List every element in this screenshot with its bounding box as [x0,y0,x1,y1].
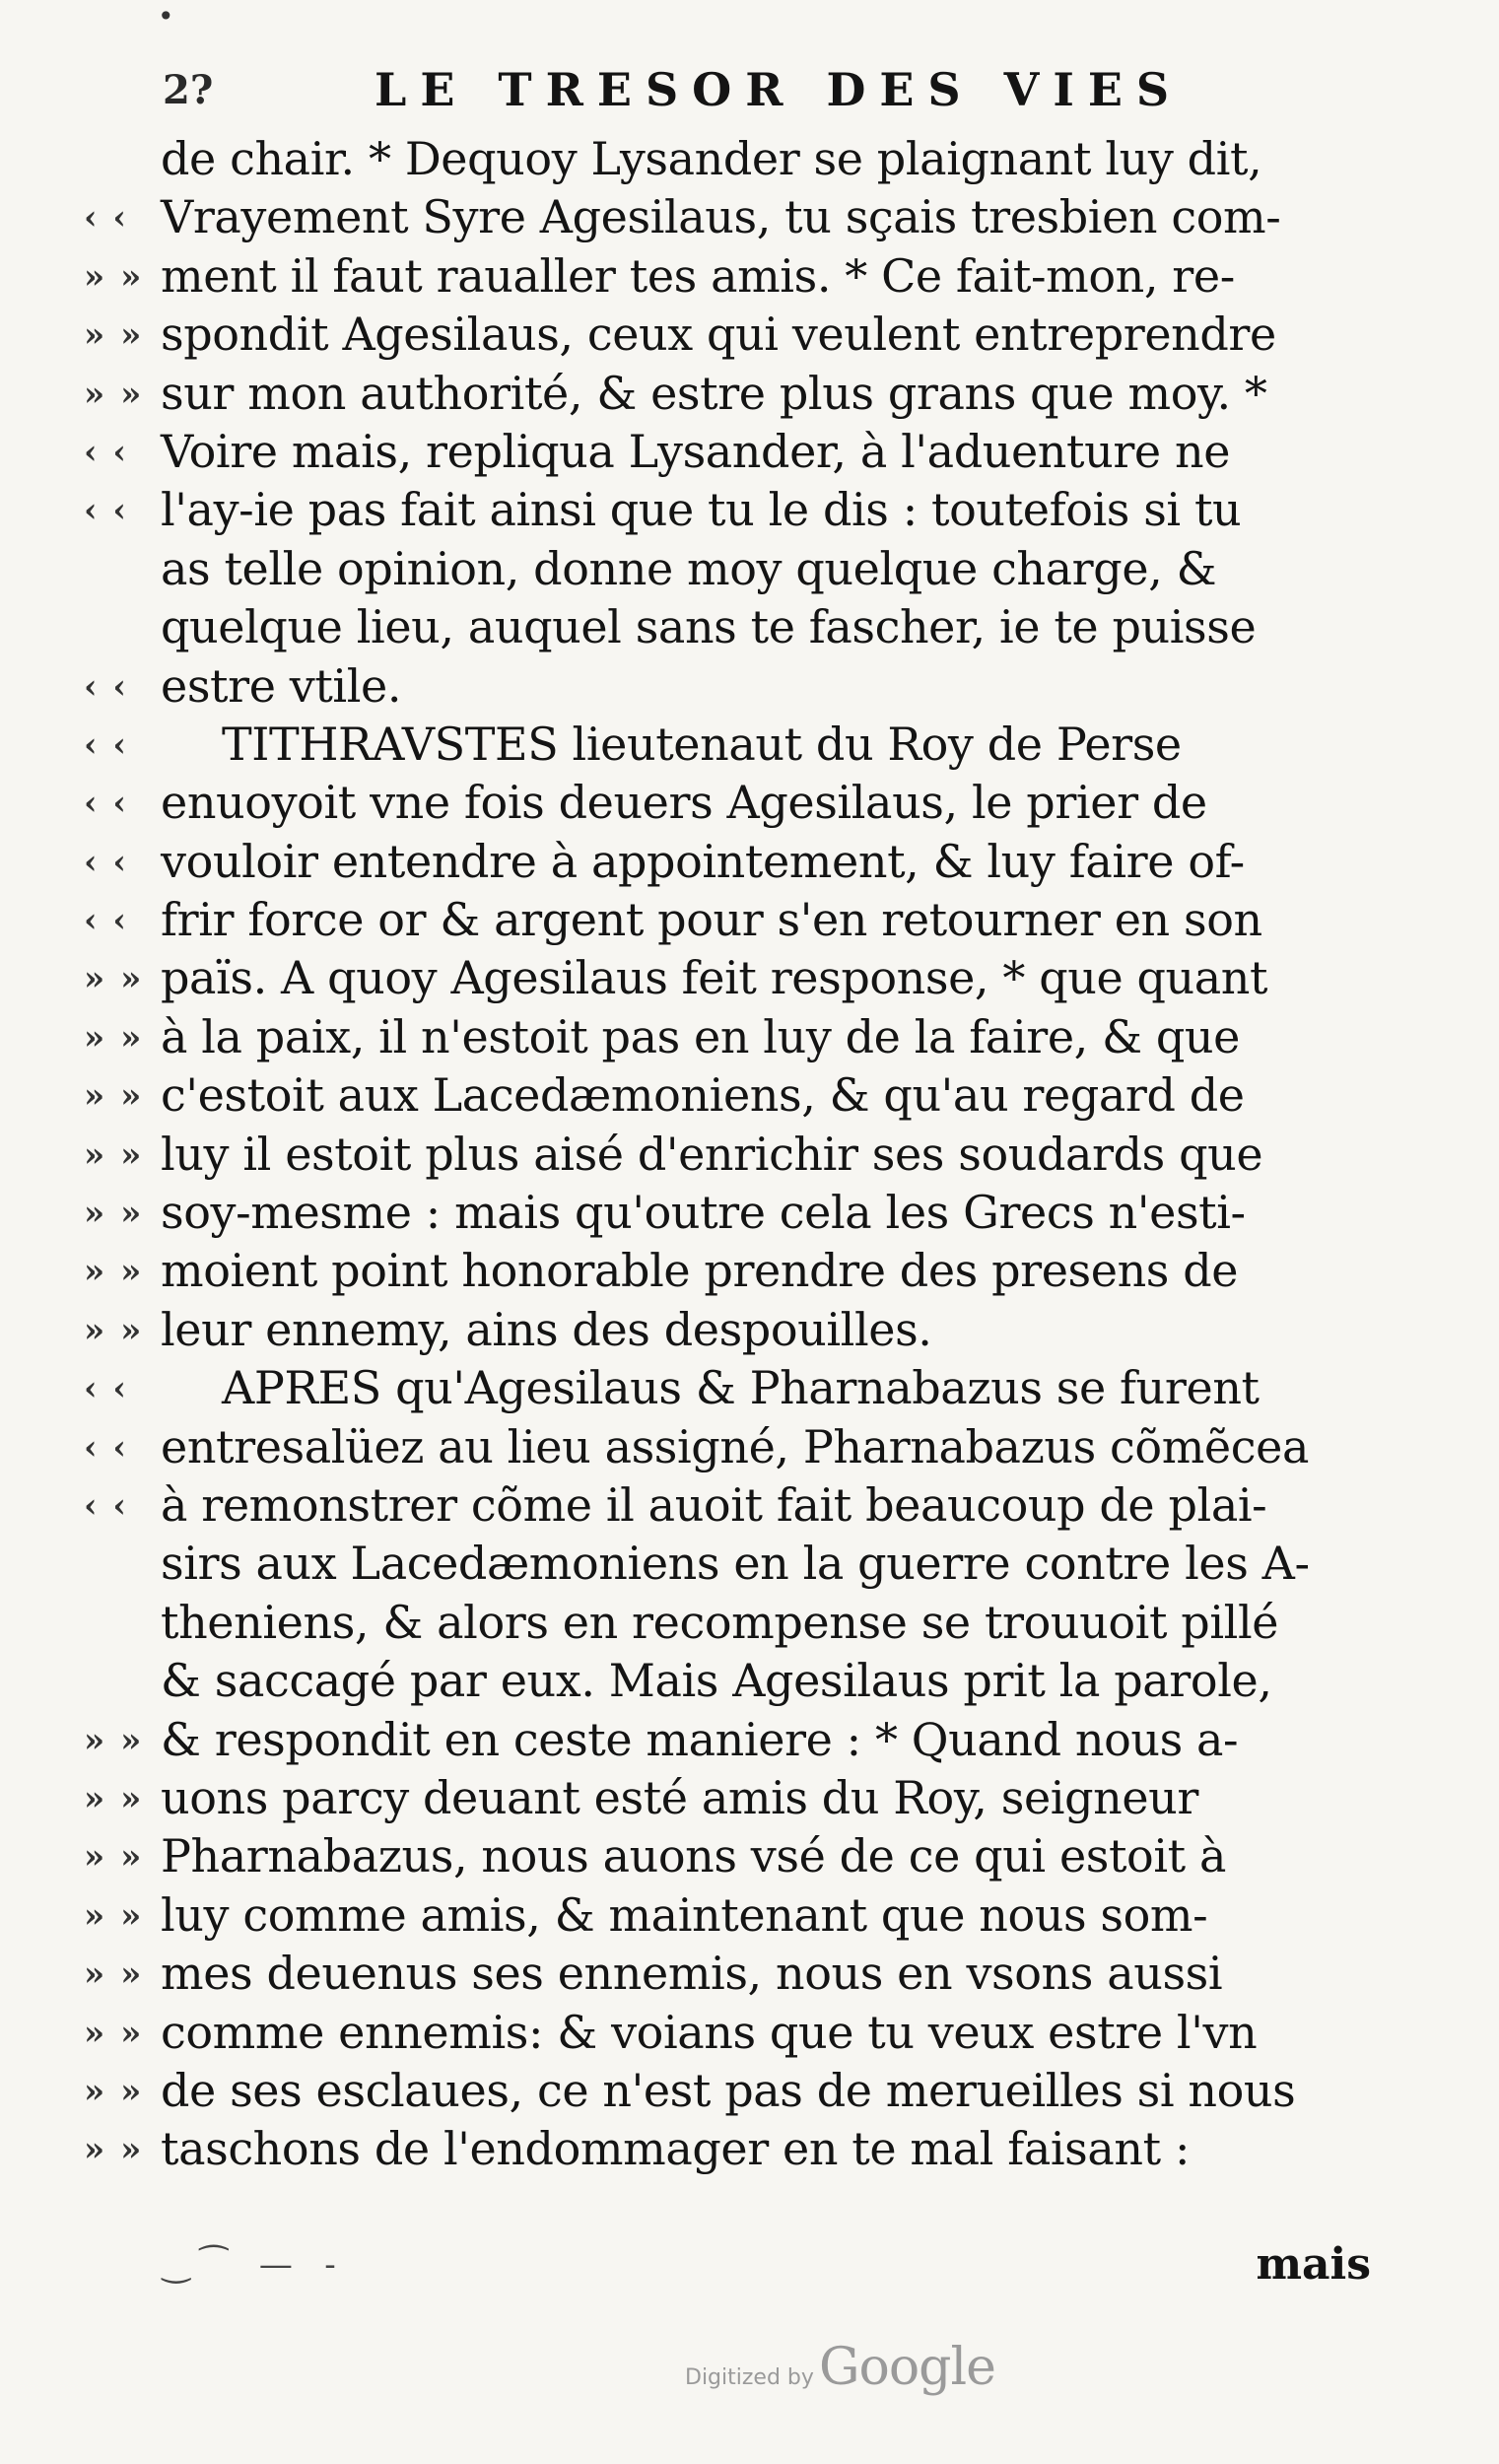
line-text: frir force or & argent pour s'en retourner en son [161,893,1262,947]
text-line [84,188,1365,246]
text-line [84,774,1365,832]
text-line [84,247,1365,306]
text-line [84,949,1365,1007]
line-text: & respondit en ceste maniere : * Quand nous a- [161,1712,1239,1766]
text-line [84,306,1365,364]
page-header [148,57,1360,126]
line-text: theniens, & alors en recompense se trouuoit pillé [161,1595,1279,1649]
line-text: moient point honorable prendre des presens de [161,1244,1239,1298]
text-line [84,657,1365,716]
margin-quote-marker: ‹ ‹ [84,901,129,941]
line-text: Vrayement Syre Agesilaus, tu sçais tresbien com- [161,190,1281,244]
line-text: TITHRAVSTES lieutenaut du Roy de Perse [222,717,1182,771]
margin-quote-marker: » » [84,315,144,356]
margin-quote-marker: » » [84,1778,144,1818]
text-line [84,1418,1365,1476]
text-line [84,1652,1365,1710]
line-text: ment il faut raualler tes amis. * Ce fait-mon, re- [161,248,1235,303]
text-line [84,1535,1365,1593]
line-text: spondit Agesilaus, ceux qui veulent entreprendre [161,308,1276,362]
line-text: à la paix, il n'estoit pas en luy de la faire, & que [161,1009,1240,1063]
line-text: l'ay-ie pas fait ainsi que tu le dis : toutefois si tu [161,483,1242,537]
text-line [84,1184,1365,1242]
line-text: soy-mesme : mais qu'outre cela les Grecs n'esti- [161,1186,1246,1240]
line-text: Pharnabazus, nous auons vsé de ce qui estoit à [161,1829,1226,1883]
line-text: APRES qu'Agesilaus & Pharnabazus se furent [222,1361,1260,1415]
line-text: as telle opinion, donne moy quelque charge, & [161,541,1217,595]
margin-quote-marker: ‹ ‹ [84,1427,129,1468]
line-text: quelque lieu, auquel sans te fascher, ie te puisse [161,600,1257,654]
margin-quote-marker: » » [84,1134,144,1175]
margin-quote-marker: » » [84,1194,144,1234]
text-line [84,1886,1365,1945]
margin-quote-marker: » » [84,1252,144,1292]
margin-quote-marker: ‹ ‹ [84,1485,129,1526]
margin-quote-marker: ‹ ‹ [84,784,129,824]
line-text: & saccagé par eux. Mais Agesilaus prit la parole, [161,1654,1272,1708]
margin-quote-marker: » » [84,1076,144,1117]
text-line [84,891,1365,949]
google-logo: Google [819,2338,995,2397]
text-line [84,2120,1365,2178]
margin-quote-marker: ‹ ‹ [84,198,129,239]
digitized-by-google-stamp [685,2338,995,2397]
text-line [84,365,1365,423]
line-text: uons parcy deuant esté amis du Roy, seigneur [161,1770,1199,1824]
text-line [84,130,1365,188]
margin-quote-marker: » » [84,374,144,414]
text-line [84,833,1365,891]
line-text: comme ennemis: & voians que tu veux estre l'vn [161,2005,1258,2059]
line-text: enuoyoit vne fois deuers Agesilaus, le prier de [161,776,1207,830]
line-text: c'estoit aux Lacedæmoniens, & qu'au regard de [161,1068,1245,1123]
body-text [84,130,1365,2179]
line-text: Voire mais, repliqua Lysander, à l'aduenture ne [161,424,1231,478]
margin-quote-marker: » » [84,1895,144,1936]
text-line [84,2062,1365,2120]
margin-quote-marker: ‹ ‹ [84,1369,129,1409]
margin-quote-marker: » » [84,2071,144,2111]
stray-marks: ‿ ⁀ — - [163,2245,336,2285]
text-line [84,1242,1365,1300]
line-text: entresalüez au lieu assigné, Pharnabazus cõmẽcea [161,1419,1309,1473]
text-line [84,1711,1365,1769]
line-text: à remonstrer cõme il auoit fait beaucoup de plai- [161,1477,1267,1532]
margin-quote-marker: » » [84,1017,144,1058]
text-line [84,1476,1365,1535]
page-number: 2? [163,67,214,113]
margin-quote-marker: ‹ ‹ [84,491,129,531]
line-text: sur mon authorité, & estre plus grans que moy. * [161,366,1267,420]
text-line [84,1301,1365,1359]
line-text: estre vtile. [161,658,402,713]
margin-quote-marker: » » [84,256,144,297]
margin-quote-marker: » » [84,1837,144,1878]
line-text: leur ennemy, ains des despouilles. [161,1302,932,1356]
text-line [84,1594,1365,1652]
catchword: mais [1256,2239,1371,2290]
margin-quote-marker: ‹ ‹ [84,842,129,882]
text-line [84,1008,1365,1066]
text-line [84,1827,1365,1885]
stamp-prefix: Digitized by [685,2365,814,2390]
text-line [84,716,1365,774]
margin-quote-marker: » » [84,2013,144,2053]
text-line [84,598,1365,656]
line-text: mes deuenus ses ennemis, nous en vsons aussi [161,1947,1223,2001]
stray-mark: • [158,0,174,33]
line-text: de ses esclaues, ce n'est pas de merueilles si nous [161,2063,1296,2117]
text-line [84,1945,1365,2003]
margin-quote-marker: ‹ ‹ [84,432,129,472]
line-text: sirs aux Lacedæmoniens en la guerre contre les A- [161,1537,1310,1591]
margin-quote-marker: » » [84,959,144,999]
line-text: luy il estoit plus aisé d'enrichir ses soudards que [161,1127,1263,1181]
text-line [84,1769,1365,1827]
margin-quote-marker: » » [84,2130,144,2170]
margin-quote-marker: » » [84,1310,144,1350]
text-line [84,1066,1365,1125]
margin-quote-marker: » » [84,1954,144,1995]
text-line [84,423,1365,481]
text-line [84,540,1365,598]
margin-quote-marker: ‹ ‹ [84,724,129,765]
line-text: luy comme amis, & maintenant que nous som- [161,1887,1208,1942]
margin-quote-marker: ‹ ‹ [84,666,129,707]
text-line [84,1359,1365,1417]
text-line [84,2004,1365,2062]
line-text: taschons de l'endommager en te mal faisant : [161,2122,1191,2176]
text-line [84,481,1365,539]
margin-quote-marker: » » [84,1720,144,1760]
running-title: LE TRESOR DES VIES [375,63,1184,116]
line-text: vouloir entendre à appointement, & luy faire of- [161,834,1245,888]
line-text: de chair. * Dequoy Lysander se plaignant luy dit, [161,132,1262,185]
text-line [84,1126,1365,1184]
line-text: païs. A quoy Agesilaus feit response, * que quant [161,951,1268,1005]
